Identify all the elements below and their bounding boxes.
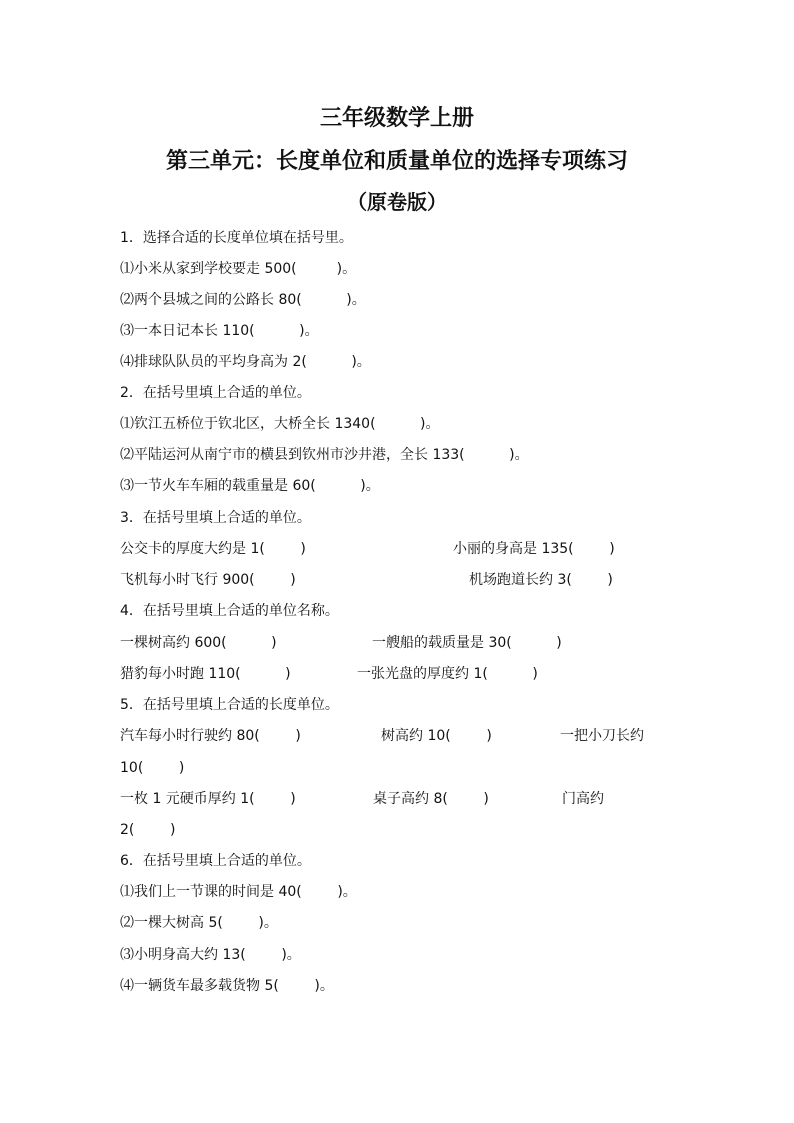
q3-item-1: 公交卡的厚度大约是 1( ) [120, 541, 306, 557]
q5-heading: 5．在括号里填上合适的长度单位。 [120, 697, 339, 713]
q5-item-6-cont: 2( ) [120, 822, 176, 838]
q5-item-3-cont: 10( ) [120, 760, 185, 776]
q6-item-4: ⑷一辆货车最多载货物 5( )。 [120, 978, 334, 994]
q2-item-3: ⑶一节火车车厢的载重量是 60( )。 [120, 478, 380, 494]
q1-item-2: ⑵两个县城之间的公路长 80( )。 [120, 292, 366, 308]
unit-title: 第三单元：长度单位和质量单位的选择专项练习 [165, 149, 628, 174]
q2-heading: 2．在括号里填上合适的单位。 [120, 385, 311, 401]
q4-item-4: 一张光盘的厚度约 1( ) [357, 666, 538, 682]
q5-item-4: 一枚 1 元硬币厚约 1( ) [120, 791, 296, 807]
q6-item-1: ⑴我们上一节课的时间是 40( )。 [120, 884, 357, 900]
q3-item-2: 小丽的身高是 135( ) [453, 541, 615, 557]
q2-item-2: ⑵平陆运河从南宁市的横县到钦州市沙井港，全长 133( )。 [120, 447, 529, 463]
q4-item-1: 一棵树高约 600( ) [120, 635, 277, 651]
q5-item-2: 树高约 10( ) [381, 728, 492, 744]
q5-item-3: 一把小刀长约 [560, 728, 644, 744]
q5-item-5: 桌子高约 8( ) [373, 791, 489, 807]
q6-item-3: ⑶小明身高大约 13( )。 [120, 947, 301, 963]
page-title: 三年级数学上册 [319, 106, 474, 131]
q6-heading: 6．在括号里填上合适的单位。 [120, 853, 311, 869]
q1-item-1: ⑴小米从家到学校要走 500( )。 [120, 261, 357, 277]
q3-item-4: 机场跑道长约 3( ) [469, 572, 613, 588]
q4-heading: 4．在括号里填上合适的单位名称。 [120, 603, 339, 619]
q5-item-1: 汽车每小时行驶约 80( ) [120, 728, 301, 744]
q1-item-3: ⑶一本日记本长 110( )。 [120, 323, 319, 339]
q1-heading: 1．选择合适的长度单位填在括号里。 [120, 230, 353, 246]
q5-item-6: 门高约 [562, 791, 604, 807]
q1-item-4: ⑷排球队队员的平均身高为 2( )。 [120, 354, 371, 370]
q6-item-2: ⑵一棵大树高 5( )。 [120, 915, 278, 931]
q4-item-2: 一艘船的载质量是 30( ) [372, 635, 562, 651]
q4-item-3: 猎豹每小时跑 110( ) [120, 666, 291, 682]
q3-heading: 3．在括号里填上合适的单位。 [120, 510, 311, 526]
q3-item-3: 飞机每小时飞行 900( ) [120, 572, 296, 588]
edition-label: （原卷版） [347, 190, 447, 214]
q2-item-1: ⑴钦江五桥位于钦北区，大桥全长 1340( )。 [120, 416, 440, 432]
